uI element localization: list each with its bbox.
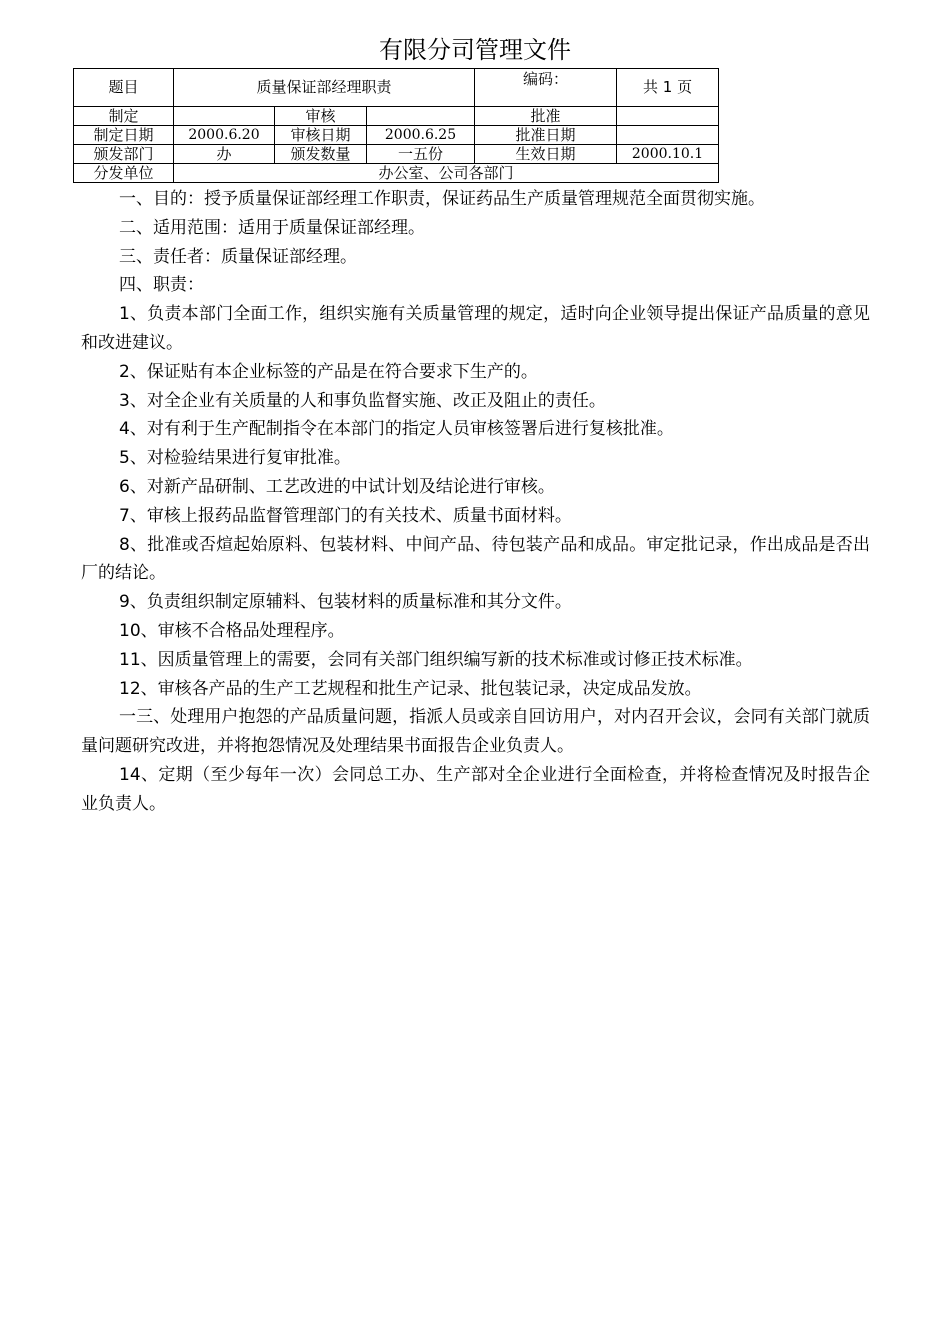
paragraph: 二、适用范围：适用于质量保证部经理。: [119, 217, 425, 238]
issue-qty-value: 一五份: [367, 145, 475, 164]
header-row-dates: [74, 126, 719, 145]
header-row-signoff: [74, 107, 719, 126]
topic-value: 质量保证部经理职责: [174, 69, 475, 107]
paragraph: 一三、处理用户抱怨的产品质量问题，指派人员或亲自回访用户，对内召开会议，会同有关部门就质量问题研究改进，并将抱怨情况及处理结果书面报告企业负责人。: [81, 707, 870, 757]
paragraph: 2、保证贴有本企业标签的产品是在符合要求下生产的。: [119, 361, 538, 382]
paragraph: 四、职责：: [119, 275, 204, 296]
review-value: [367, 107, 475, 126]
header-row-issue: [74, 145, 719, 164]
made-label: 制定: [74, 107, 174, 126]
paragraph: 7、审核上报药品监督管理部门的有关技术、质量书面材料。: [119, 505, 572, 526]
page-title: 有限分司管理文件: [379, 36, 571, 64]
paragraph: 12、审核各产品的生产工艺规程和批生产记录、批包装记录，决定成品发放。: [119, 678, 702, 699]
effective-date-value: 2000.10.1: [617, 145, 719, 164]
topic-label: 题目: [74, 69, 174, 107]
distribution-value: 办公室、公司各部门: [174, 164, 719, 183]
paragraph: 三、责任者：质量保证部经理。: [119, 246, 357, 267]
paragraph: 8、批准或否煊起始原料、包装材料、中间产品、待包装产品和成品。审定批记录，作出成品是否出厂的结论。: [81, 534, 870, 584]
paragraph: 一、目的：授予质量保证部经理工作职责，保证药品生产质量管理规范全面贯彻实施。: [119, 189, 765, 209]
page-count: 共 1 页: [617, 69, 719, 107]
made-date-value: 2000.6.20: [174, 126, 275, 145]
review-date-label: 审核日期: [275, 126, 367, 145]
paragraph: 1、负责本部门全面工作，组织实施有关质量管理的规定，适时向企业领导提出保证产品质量的意见和改进建议。: [81, 304, 870, 353]
made-value: [174, 107, 275, 126]
made-date-label: 制定日期: [74, 126, 174, 145]
document-header-table: [73, 68, 719, 183]
paragraph: 14、定期（至少每年一次）会同总工办、生产部对全企业进行全面检查，并将检查情况及时报告企业负责人。: [81, 764, 870, 814]
paragraph: 11、因质量管理上的需要，会同有关部门组织编写新的技术标准或讨修正技术标准。: [119, 649, 753, 670]
approve-date-label: 批准日期: [475, 126, 617, 145]
paragraph: 3、对全企业有关质量的人和事负监督实施、改正及阻止的责任。: [119, 390, 606, 411]
header-row-distribution: [74, 164, 719, 183]
approve-label: 批准: [475, 107, 617, 126]
paragraph: 10、审核不合格品处理程序。: [119, 620, 345, 641]
approve-value: [617, 107, 719, 126]
review-date-value: 2000.6.25: [367, 126, 475, 145]
approve-date-value: [617, 126, 719, 145]
review-label: 审核: [275, 107, 367, 126]
document-body: [81, 185, 870, 819]
issue-qty-label: 颁发数量: [275, 145, 367, 164]
code-label: 编码：: [475, 69, 617, 107]
effective-date-label: 生效日期: [475, 145, 617, 164]
distribution-label: 分发单位: [74, 164, 174, 183]
paragraph: 9、负责组织制定原辅料、包装材料的质量标准和其分文件。: [119, 592, 572, 613]
issue-dept-label: 颁发部门: [74, 145, 174, 164]
paragraph: 6、对新产品研制、工艺改进的中试计划及结论进行审核。: [119, 476, 555, 497]
paragraph: 4、对有利于生产配制指令在本部门的指定人员审核签署后进行复核批准。: [119, 419, 674, 440]
paragraph: 5、对检验结果进行复审批准。: [119, 448, 351, 469]
issue-dept-value: 办: [174, 145, 275, 164]
header-row-topic: [74, 69, 719, 107]
